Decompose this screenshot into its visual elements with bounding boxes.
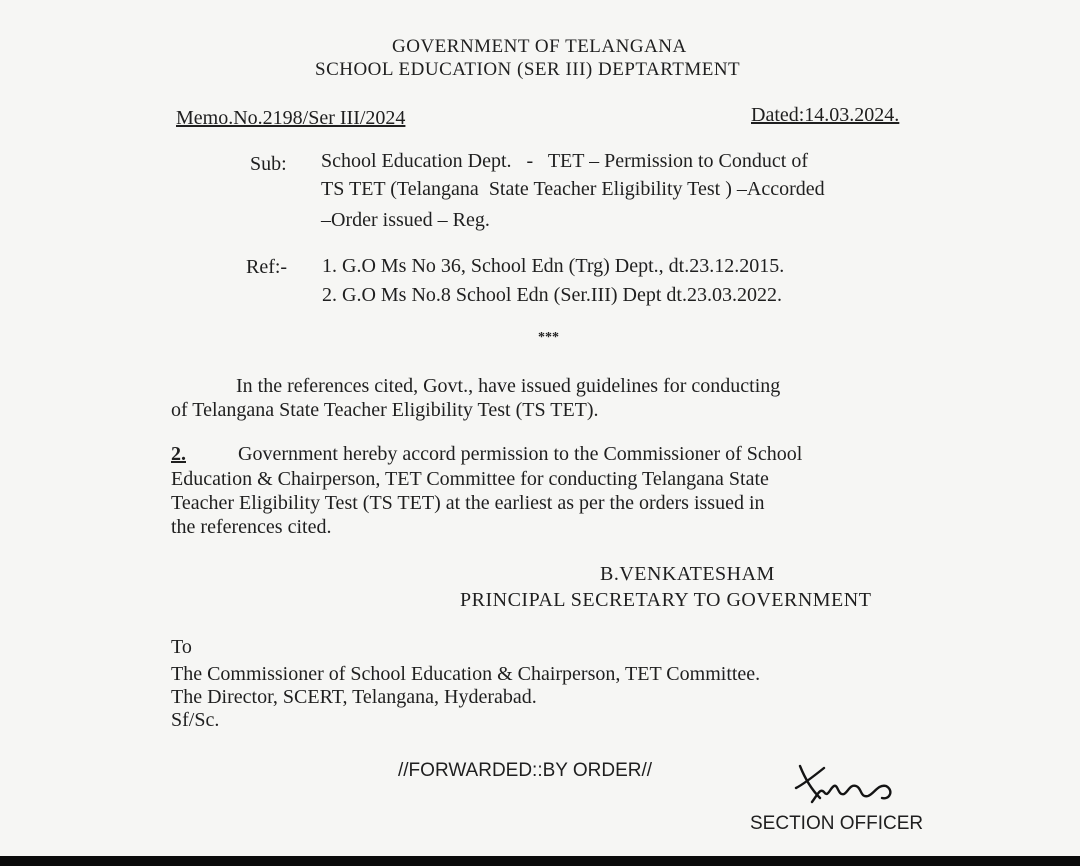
para1-line-2: of Telangana State Teacher Eligibility Test (TS TET).	[171, 399, 599, 421]
para2-line-3: Teacher Eligibility Test (TS TET) at the earliest as per the orders issued in	[171, 492, 765, 514]
header-line-2: SCHOOL EDUCATION (SER III) DEPTARTMENT	[315, 59, 741, 80]
subject-line-1: School Education Dept. - TET – Permission to Conduct of	[321, 150, 808, 172]
section-officer: SECTION OFFICER	[750, 813, 924, 834]
para2-line-2: Education & Chairperson, TET Committee for conducting Telangana State	[171, 468, 769, 490]
subject-line-2: TS TET (Telangana State Teacher Eligibility Test ) –Accorded	[321, 178, 825, 200]
recipient-line-1: The Commissioner of School Education & Chairperson, TET Committee.	[171, 663, 761, 685]
reference-item-1: 1. G.O Ms No 36, School Edn (Trg) Dept., dt.23.12.2015.	[322, 255, 785, 277]
separator: ***	[538, 330, 559, 345]
references-label: Ref:-	[246, 256, 288, 278]
signatory-title: PRINCIPAL SECRETARY TO GOVERNMENT	[460, 589, 872, 611]
para2-line-4: the references cited.	[171, 516, 332, 538]
subject-line-3: –Order issued – Reg.	[321, 209, 490, 231]
recipient-line-3: Sf/Sc.	[171, 709, 220, 731]
para2-number: 2.	[171, 443, 186, 465]
recipients-to: To	[171, 636, 192, 658]
memo-number: Memo.No.2198/Ser III/2024	[176, 107, 406, 129]
reference-item-2: 2. G.O Ms No.8 School Edn (Ser.III) Dept dt.23.03.2022.	[322, 284, 782, 306]
bottom-edge	[0, 856, 1080, 866]
para2-line-1: Government hereby accord permission to the Commissioner of School	[238, 443, 803, 465]
forwarded-by-order: //FORWARDED::BY ORDER//	[398, 760, 653, 781]
signatory-name: B.VENKATESHAM	[600, 563, 775, 585]
header-line-1: GOVERNMENT OF TELANGANA	[392, 36, 687, 57]
para1-line-1: In the references cited, Govt., have issued guidelines for conducting	[236, 375, 781, 397]
handwritten-signature	[790, 758, 910, 812]
recipient-line-2: The Director, SCERT, Telangana, Hyderabad.	[171, 686, 537, 708]
memo-date: Dated:14.03.2024.	[751, 104, 900, 126]
subject-label: Sub:	[250, 153, 287, 175]
